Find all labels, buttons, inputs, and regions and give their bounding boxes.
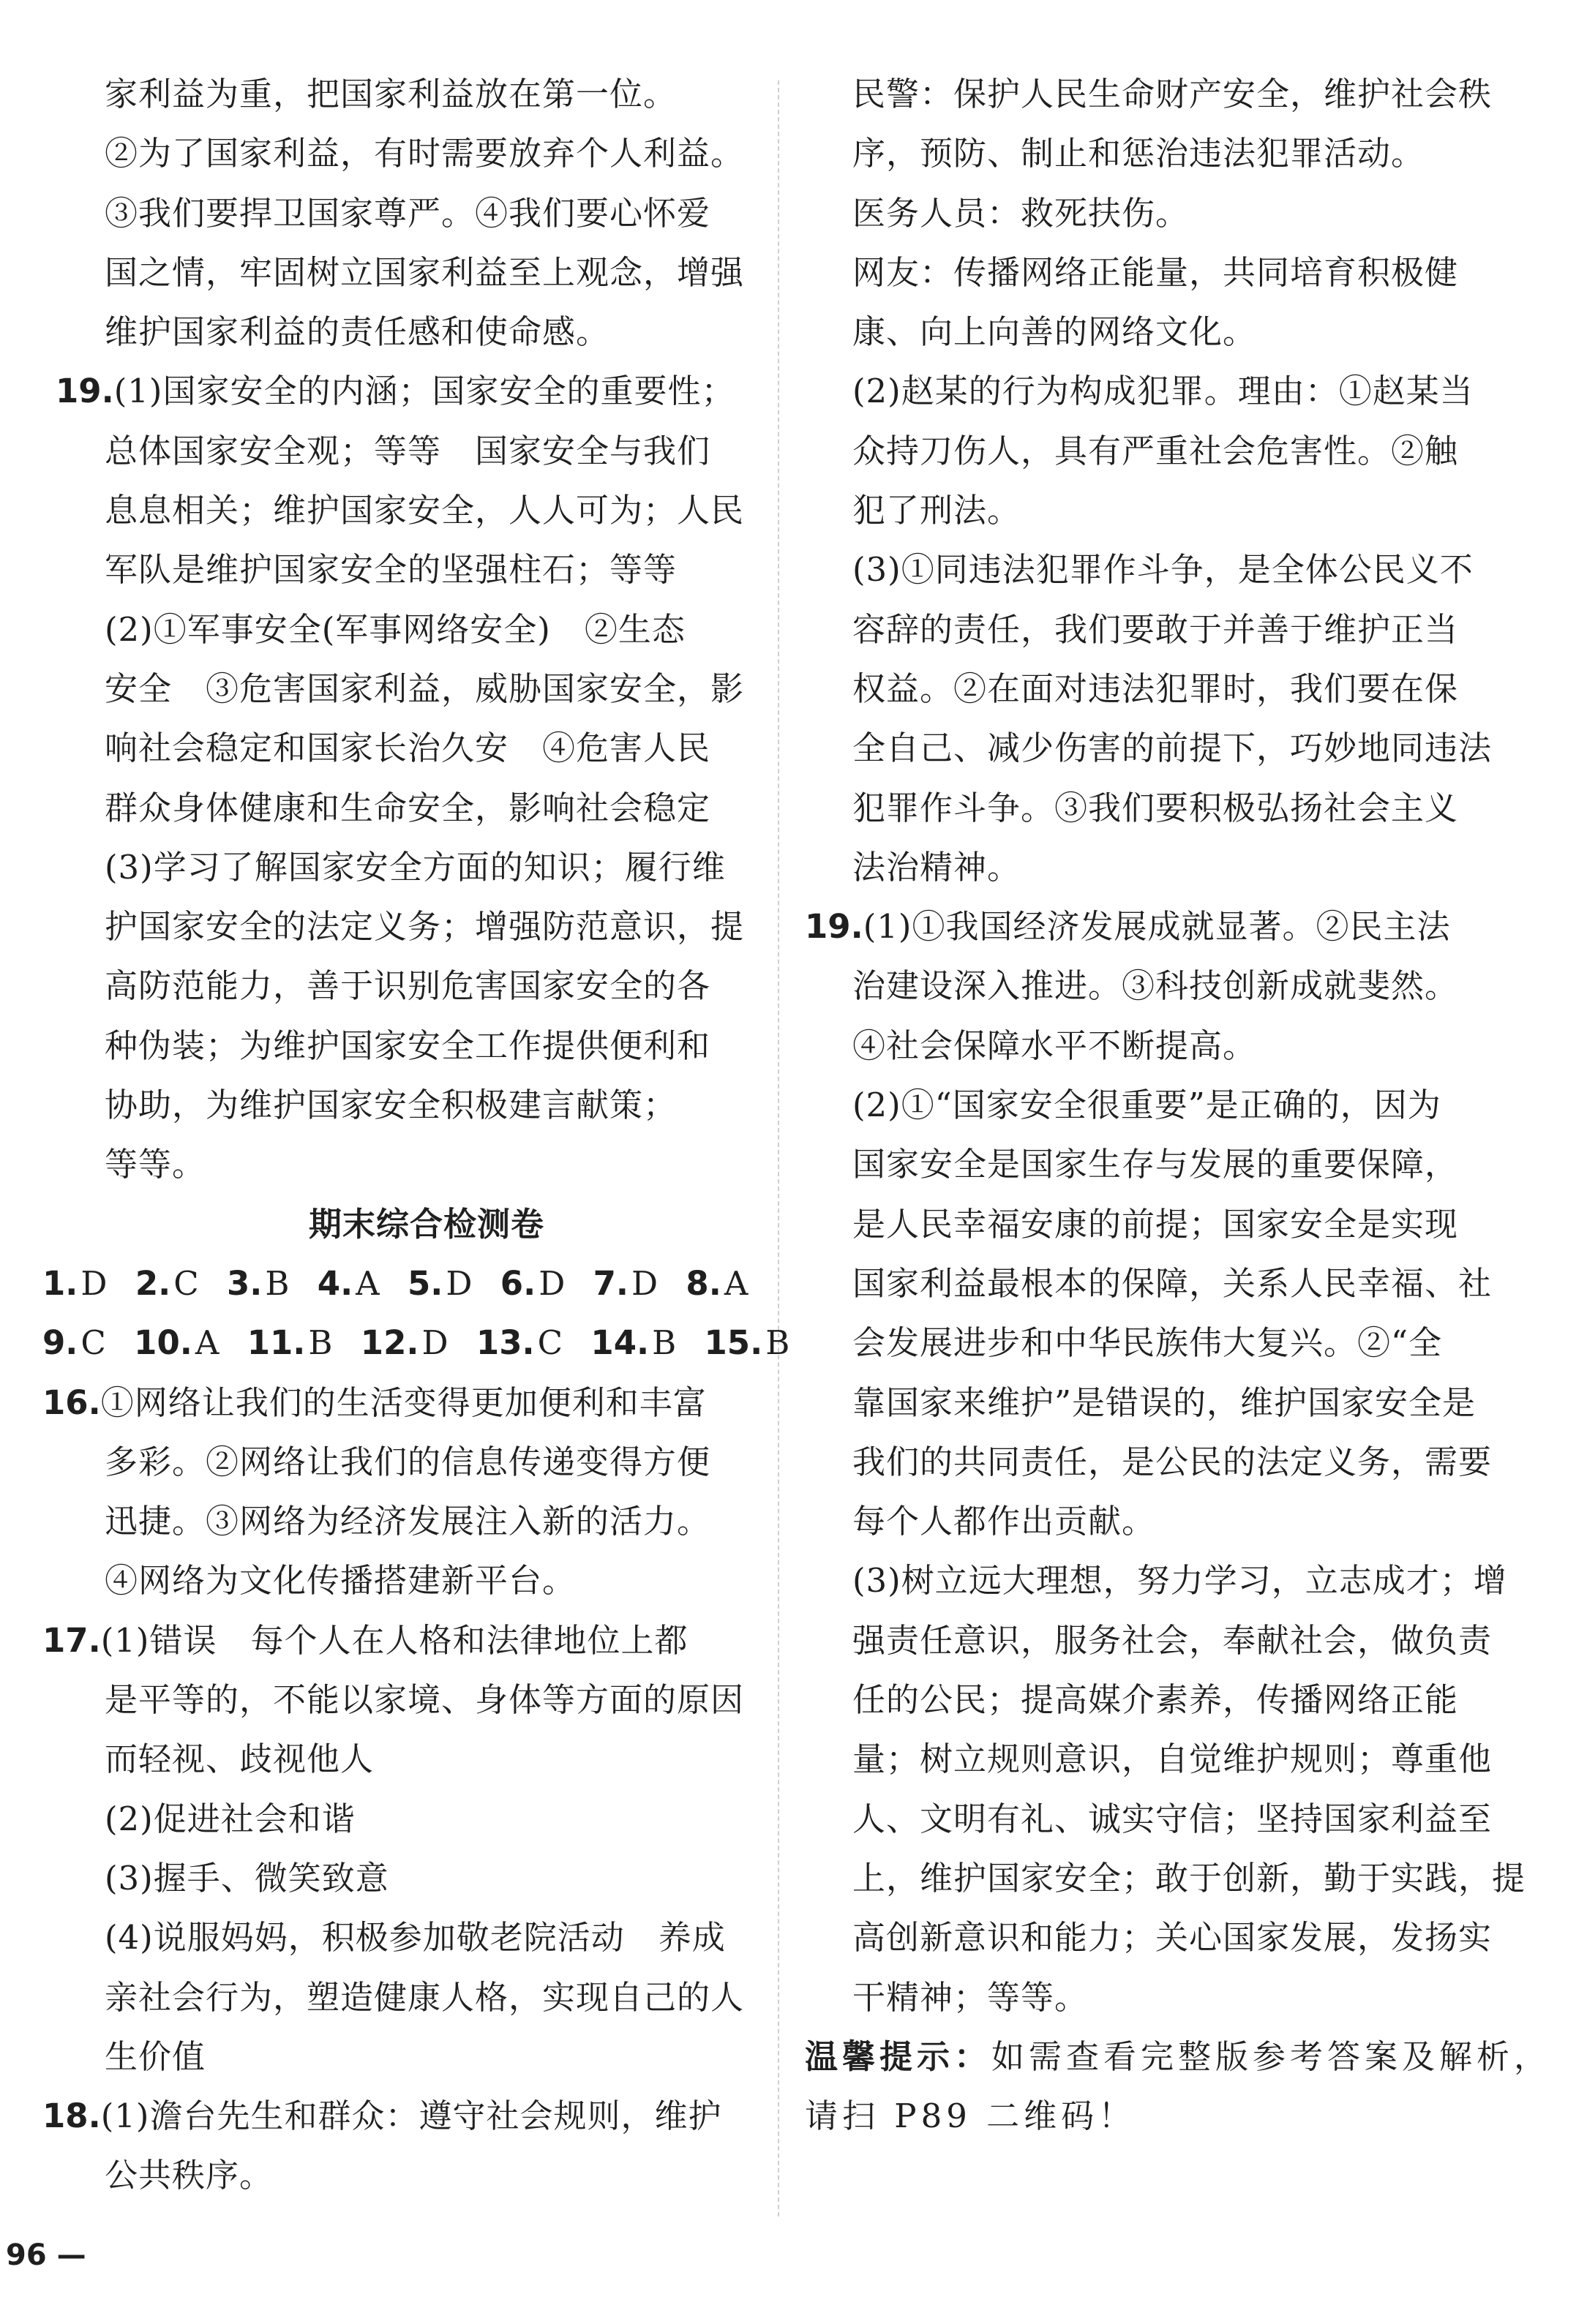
question-19-first-line: 19.(1)国家安全的内涵；国家安全的重要性； [56,372,735,411]
text-line: (2)①军事安全(军事网络安全) ②生态 [105,609,686,649]
text-line: 安全 ③危害国家利益，威胁国家安全，影 [105,669,745,708]
mc-answer: 15.B [704,1323,791,1363]
text-line: 是人民幸福安康的前提；国家安全是实现 [852,1204,1459,1244]
text-line: 生价值 [105,2037,206,2076]
text-line: 公共秩序。 [105,2156,274,2195]
text-line: 迅捷。③网络为经济发展注入新的活力。 [105,1502,711,1541]
mc-answer: 6.D [500,1263,566,1303]
tip-label: 温馨提示： [805,2037,992,2076]
text-line: ②为了国家利益，有时需要放弃个人利益。 [105,134,745,173]
text-line: 协助，为维护国家安全积极建言献策； [105,1086,678,1125]
mc-answer: 14.B [590,1323,678,1363]
text-line: 军队是维护国家安全的坚强柱石；等等 [105,550,678,590]
tip-first-line [805,2027,1552,2086]
text-line: (3)①同违法犯罪作斗争，是全体公民义不 [852,550,1474,590]
question-number: 16. [42,1383,101,1422]
text-line: 靠国家来维护”是错误的，维护国家安全是 [852,1383,1477,1422]
text-line: 维护国家利益的责任感和使命感。 [105,312,610,352]
text-line: 序，预防、制止和惩治违法犯罪活动。 [852,134,1425,173]
text-line: ③我们要捍卫国家尊严。④我们要心怀爱 [105,193,711,233]
question-17-first-line: 17.(1)错误 每个人在人格和法律地位上都 [42,1620,689,1660]
text-line: 护国家安全的法定义务；增强防范意识，提 [105,907,745,947]
text-line: (2)①“国家安全很重要”是正确的，因为 [852,1086,1441,1125]
mc-answer: 12.D [360,1323,449,1363]
text-line: 权益。②在面对违法犯罪时，我们要在保 [852,669,1459,708]
mc-answer: 5.D [407,1263,473,1303]
text-line: 是平等的，不能以家境、身体等方面的原因 [105,1680,745,1720]
question-number: 18. [42,2097,101,2136]
mc-answer: 1.D [42,1263,108,1303]
text-line: 上，维护国家安全；敢于创新，勤于实践，提 [852,1858,1526,1898]
text-line: 医务人员：救死扶伤。 [852,193,1190,233]
question-number: 19. [56,372,114,411]
section-title: 期末综合检测卷 [308,1204,544,1244]
text-line: (4)说服妈妈，积极参加敬老院活动 养成 [105,1918,726,1958]
text-line: 多彩。②网络让我们的信息传递变得方便 [105,1442,711,1481]
text-line: 群众身体健康和生命安全，影响社会稳定 [105,788,711,827]
text-line: (3)握手、微笑致意 [105,1858,389,1898]
text-line: 国家安全是国家生存与发展的重要保障， [852,1145,1459,1184]
tip-second-line: 请扫 P89 二维码！ [805,2097,1136,2136]
text-line: 民警：保护人民生命财产安全，维护社会秩 [852,75,1493,113]
text-line: 息息相关；维护国家安全，人人可为；人民 [105,491,745,530]
text-line: 家利益为重，把国家利益放在第一位。 [105,75,678,113]
mc-answers-row-2 [35,1313,791,1372]
text-line: (3)树立远大理想，努力学习，立志成才；增 [852,1561,1507,1601]
mc-answer: 2.C [135,1263,200,1303]
text-line: 亲社会行为，塑造健康人格，实现自己的人 [105,1977,745,2017]
text-line: 任的公民；提高媒介素养，传播网络正能 [852,1680,1459,1720]
text-line: 干精神；等等。 [852,1977,1089,2017]
text-line: 量；树立规则意识，自觉维护规则；尊重他 [852,1740,1493,1779]
page-number: 96 — [6,2238,86,2272]
column-divider [778,80,779,2216]
text-line: 人、文明有礼、诚实守信；坚持国家利益至 [852,1799,1493,1838]
mc-answer: 7.D [593,1263,659,1303]
text-line: 法治精神。 [852,847,1021,887]
text-line: 总体国家安全观；等等 国家安全与我们 [105,431,711,470]
tip-text: 如需查看完整版参考答案及解析， [991,2037,1552,2076]
text-line: 犯了刑法。 [852,491,1021,530]
text-line: ④社会保障水平不断提高。 [852,1026,1257,1065]
text-line: (2)促进社会和谐 [105,1799,356,1838]
text-line: ④网络为文化传播搭建新平台。 [105,1561,577,1601]
text-line: 国家利益最根本的保障，关系人民幸福、社 [852,1263,1493,1303]
text-line: 响社会稳定和国家长治久安 ④危害人民 [105,729,711,768]
text-line: 种伪装；为维护国家安全工作提供便利和 [105,1026,711,1065]
left-column [6,64,791,2272]
mc-answer: 10.A [134,1323,220,1363]
mc-answers-row-1 [35,1254,759,1313]
mc-answer: 13.C [476,1323,564,1363]
question-19-first-line: 19.(1)①我国经济发展成就显著。②民主法 [805,907,1451,947]
question-18-first-line: 18.(1)澹台先生和群众：遵守社会规则，维护 [42,2097,722,2136]
right-column [805,64,1552,2146]
text-line: 犯罪作斗争。③我们要积极弘扬社会主义 [852,788,1459,827]
text-line: 高创新意识和能力；关心国家发展，发扬实 [852,1918,1493,1958]
mc-answer: 4.A [317,1263,380,1303]
text-line: 我们的共同责任，是公民的法定义务，需要 [852,1442,1493,1481]
text-line: 会发展进步和中华民族伟大复兴。②“全 [852,1323,1443,1363]
text-line: 强责任意识，服务社会，奉献社会，做负责 [852,1620,1493,1660]
question-number: 19. [805,907,863,947]
text-line: 网友：传播网络正能量，共同培育积极健 [852,252,1459,292]
text-line: 每个人都作出贡献。 [852,1502,1156,1541]
text-line: 国之情，牢固树立国家利益至上观念，增强 [105,252,745,292]
mc-answer: 3.B [226,1263,290,1303]
question-number: 17. [42,1620,101,1660]
question-16-first-line: 16.①网络让我们的生活变得更加便利和丰富 [42,1383,707,1422]
text-line: 治建设深入推进。③科技创新成就斐然。 [852,966,1459,1006]
mc-answer: 11.B [247,1323,334,1363]
mc-answer: 9.C [42,1323,107,1363]
text-line: 高防范能力，善于识别危害国家安全的各 [105,966,711,1006]
text-line: 全自己、减少伤害的前提下，巧妙地同违法 [852,729,1493,768]
text-line: 康、向上向善的网络文化。 [852,312,1257,352]
text-line: 众持刀伤人，具有严重社会危害性。②触 [852,431,1459,470]
text-line: (2)赵某的行为构成犯罪。理由：①赵某当 [852,372,1474,411]
text-line: 而轻视、歧视他人 [105,1740,375,1779]
text-line: 容辞的责任，我们要敢于并善于维护正当 [852,609,1459,649]
text-line: 等等。 [105,1145,206,1184]
mc-answer: 8.A [686,1263,749,1303]
text-line: (3)学习了解国家安全方面的知识；履行维 [105,847,726,887]
